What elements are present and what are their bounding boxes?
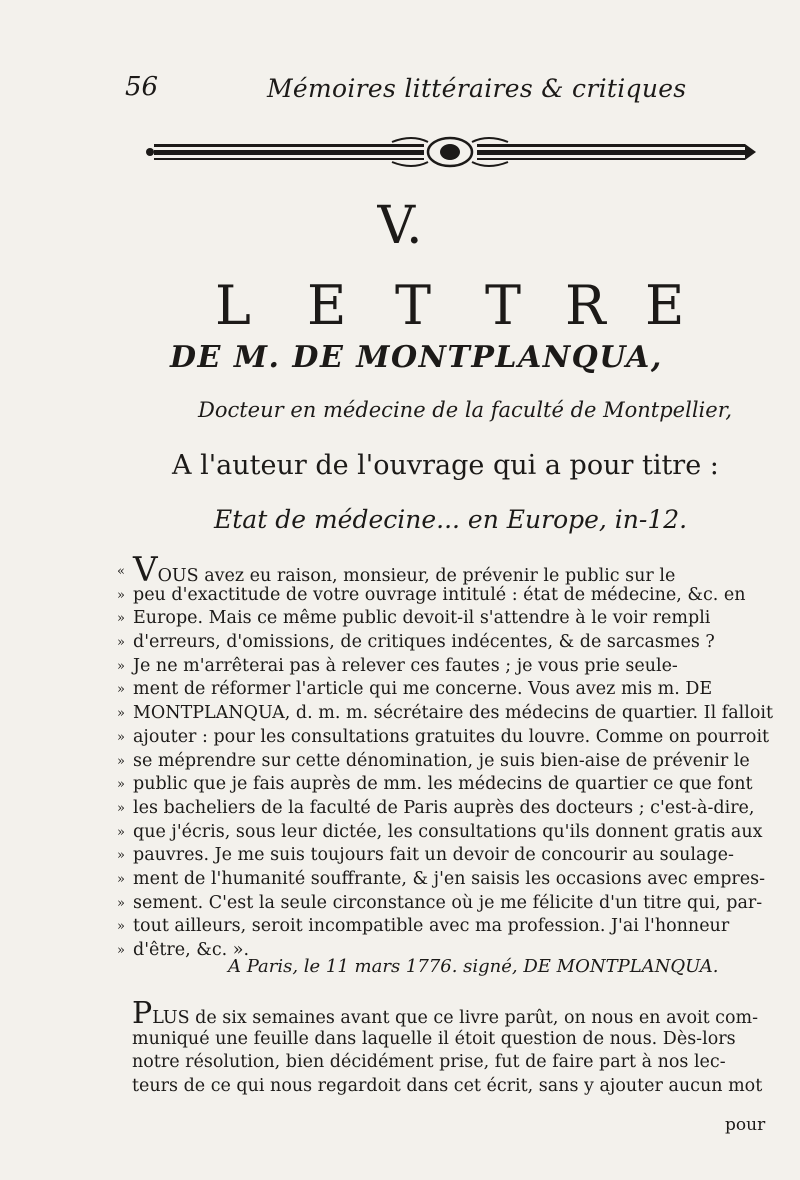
letter-body — [117, 550, 774, 963]
letter-line: » se méprendre sur cette dénomination, je suis bien-aise de prévenir le — [117, 750, 750, 771]
commentary-paragraph — [132, 996, 766, 1098]
letter-first-line: OUS avez eu raison, monsieur, de prévenir le public sur le — [157, 566, 676, 586]
author-credential: Docteur en médecine de la faculté de Montpellier, — [198, 398, 733, 422]
running-header — [125, 72, 765, 112]
running-title: Mémoires littéraires & critiques — [267, 74, 687, 103]
letter-line: » MONTPLANQUA, d. m. m. sécrétaire des médecins de quartier. Il falloit — [117, 703, 774, 724]
letter-line: » public que je fais auprès de mm. les médecins de quartier ce que font — [117, 774, 753, 795]
ornamental-rule — [142, 134, 757, 170]
title-letter: T — [395, 274, 432, 337]
open-quote: « — [117, 564, 125, 579]
letter-line: » peu d'exactitude de votre ouvrage intitulé : état de médecine, &c. en — [117, 584, 746, 605]
paragraph-line: muniqué une feuille dans laquelle il étoit question de nous. Dès-lors — [132, 1028, 736, 1049]
letter-line: » les bacheliers de la faculté de Paris auprès des docteurs ; c'est-à-dire, — [117, 797, 755, 818]
chapter-numeral: V. — [377, 196, 423, 256]
letter-line: » pauvres. Je me suis toujours fait un devoir de concourir au soulage- — [117, 845, 734, 866]
letter-line: » que j'écris, sous leur dictée, les consultations qu'ils donnent gratis aux — [117, 821, 763, 842]
letter-line: » sement. C'est la seule circonstance où je me félicite d'un titre qui, par- — [117, 892, 763, 913]
paragraph-line: notre résolution, bien décidément prise, fut de faire part à nos lec- — [132, 1052, 726, 1072]
drop-cap: P — [132, 996, 153, 1031]
paragraph-line: teurs de ce qui nous regardoit dans cet écrit, sans y ajouter aucun mot — [132, 1075, 763, 1096]
letter-line: » tout ailleurs, seroit incompatible avec ma profession. J'ai l'honneur — [117, 916, 730, 937]
title-letter: E — [645, 274, 685, 337]
title-letter: E — [307, 274, 347, 337]
letter-line: » Europe. Mais ce même public devoit-il s'attendre à le voir rempli — [117, 608, 711, 629]
author-heading: DE M. DE MONTPLANQUA, — [170, 340, 663, 375]
lettre-heading — [215, 274, 695, 337]
letter-line: » ment de réformer l'article qui me concerne. Vous avez mis m. DE — [117, 679, 713, 700]
page-number: 56 — [125, 72, 159, 102]
letter-line: » d'erreurs, d'omissions, de critiques indécentes, & de sarcasmes ? — [117, 632, 715, 653]
title-letter: L — [215, 274, 251, 337]
work-title: Etat de médecine... en Europe, in-12. — [214, 505, 688, 534]
title-letter: R — [565, 274, 606, 337]
letter-line: » d'être, &c. ». — [117, 940, 250, 960]
letter-signature: A Paris, le 11 mars 1776. signé, DE MONTPLANQUA. — [228, 956, 719, 977]
letter-line — [117, 550, 765, 590]
letter-line: » ajouter : pour les consultations gratuites du louvre. Comme on pourroit — [117, 726, 770, 747]
paragraph-line: PLUS de six semaines avant que ce livre parût, on nous en avoit com- — [132, 996, 759, 1031]
title-letter: T — [485, 274, 522, 337]
letter-line: » ment de l'humanité souffrante, & j'en saisis les occasions avec empres- — [117, 868, 766, 889]
addressee-heading: A l'auteur de l'ouvrage qui a pour titre : — [172, 450, 719, 481]
drop-cap: V — [133, 550, 158, 590]
catchword: pour — [725, 1115, 766, 1135]
letter-line: » Je ne m'arrêterai pas à relever ces fautes ; je vous prie seule- — [117, 655, 678, 676]
